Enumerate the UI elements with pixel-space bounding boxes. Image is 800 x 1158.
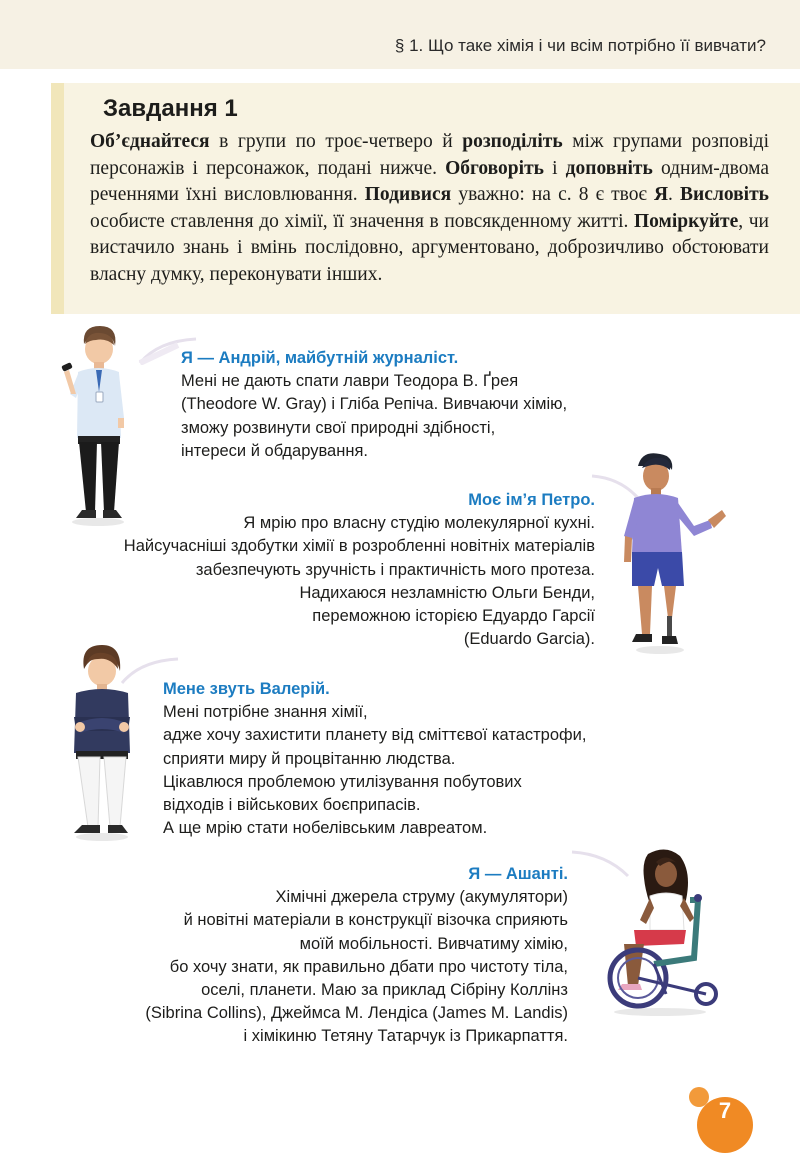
task-text (90, 129, 769, 288)
petro-illustration (612, 450, 730, 656)
task-text-run: , чи вистачило знань і вмінь послідовно, аргументовано, доброзичливо обстоювати власну думку, переконувати інших. (90, 210, 769, 285)
task-keyword: Поміркуйте (634, 210, 739, 232)
ashanti-line: й новітні матеріали в конструкції візочка сприяють (183, 911, 568, 930)
ashanti-line: оселі, планети. Маю за приклад Сібріну Коллінз (201, 981, 568, 1000)
ashanti-line: (Sibrina Collins), Джеймса М. Лендіса (James M. Landis) (145, 1004, 568, 1023)
task-keyword: Об’єднайтеся (90, 131, 210, 152)
task-text-run: . (668, 184, 681, 205)
valeriy-line: Цікавлюся проблемою утилізування побутових (163, 772, 522, 791)
ashanti-line: Хімічні джерела струму (акумулятори) (275, 888, 568, 907)
task-title: Завдання 1 (103, 95, 238, 122)
task-keyword: Обговоріть (445, 157, 544, 179)
andriy-line: Мені не дають спати лаври Теодора В. Ґрея (181, 372, 519, 391)
task-keyword: Висловіть (680, 184, 769, 205)
ashanti-illustration (594, 848, 724, 1018)
ashanti-line: бо хочу знати, як правильно дбати про чистоту тіла, (169, 957, 568, 976)
petro-line: Найсучасніші здобутки хімії в розробленні новітніх матеріалів (123, 537, 595, 556)
valeriy-line: Мені потрібне знання хімії, (163, 703, 368, 722)
valeriy-name: Мене звуть Валерій. (163, 680, 330, 698)
task-text-run: в групи по троє-четверо й (209, 131, 463, 152)
petro-line: Я мрію про власну студію молекулярної кухні. (243, 514, 595, 533)
andriy-line: (Theodore W. Gray) і Гліба Репіча. Вивчаючи хімію, (181, 395, 568, 414)
ashanti-name: Я — Ашанті. (468, 865, 568, 883)
header-band (0, 0, 800, 69)
task-keyword: Подивися (364, 184, 452, 205)
andriy-line: зможу розвинути свої природні здібності, (181, 418, 496, 437)
valeriy-line: адже хочу захистити планету від сміттєвої катастрофи, (163, 726, 587, 745)
valeriy-line: А ще мрію стати нобелівським лавреатом. (163, 819, 488, 838)
ashanti-line: моїй мобільності. Вивчатиму хімію, (299, 934, 568, 953)
ashanti-line: і хімікиню Тетяну Татарчук із Прикарпаття. (243, 1027, 568, 1046)
valeriy-line: сприяти миру й процвітанню людства. (163, 749, 456, 768)
task-text-run: одним-двома реченнями їхні висловлювання. (90, 157, 769, 205)
task-keyword: доповніть (565, 157, 653, 179)
petro-speech (124, 489, 595, 651)
page-number: 7 (718, 1098, 732, 1123)
petro-name: Моє ім’я Петро. (468, 491, 595, 509)
andriy-line: інтереси й обдарування. (181, 441, 368, 460)
task-text-run: і (543, 157, 566, 179)
ashanti-speech (145, 863, 568, 1049)
task-keyword: розподіліть (462, 131, 563, 152)
section-title: § 1. Що таке хімія і чи всім потрібно її вивчати? (394, 36, 766, 55)
petro-line: Надихаюся незламністю Ольги Бенди, (299, 583, 595, 602)
task-text-run: уважно: на с. 8 є твоє (451, 184, 654, 205)
task-text-run: особисте ставлення до хімії, її значення в повсякденному житті. (90, 210, 635, 232)
valeriy-speech (163, 678, 586, 840)
valeriy-line: відходів і військових боєприпасів. (163, 796, 421, 815)
task-box (51, 83, 800, 314)
petro-line: забезпечують зручність і практичність мого протеза. (195, 560, 595, 579)
petro-line: (Eduardo Garcia). (463, 630, 595, 649)
task-keyword: Я (653, 184, 669, 205)
andriy-name: Я — Андрій, майбутній журналіст. (181, 349, 459, 367)
andriy-speech (181, 347, 567, 463)
task-text-run: між групами розповіді персонажів і персонажок, подані нижче. (90, 131, 769, 179)
petro-line: переможною історією Едуардо Гарсії (312, 607, 595, 626)
